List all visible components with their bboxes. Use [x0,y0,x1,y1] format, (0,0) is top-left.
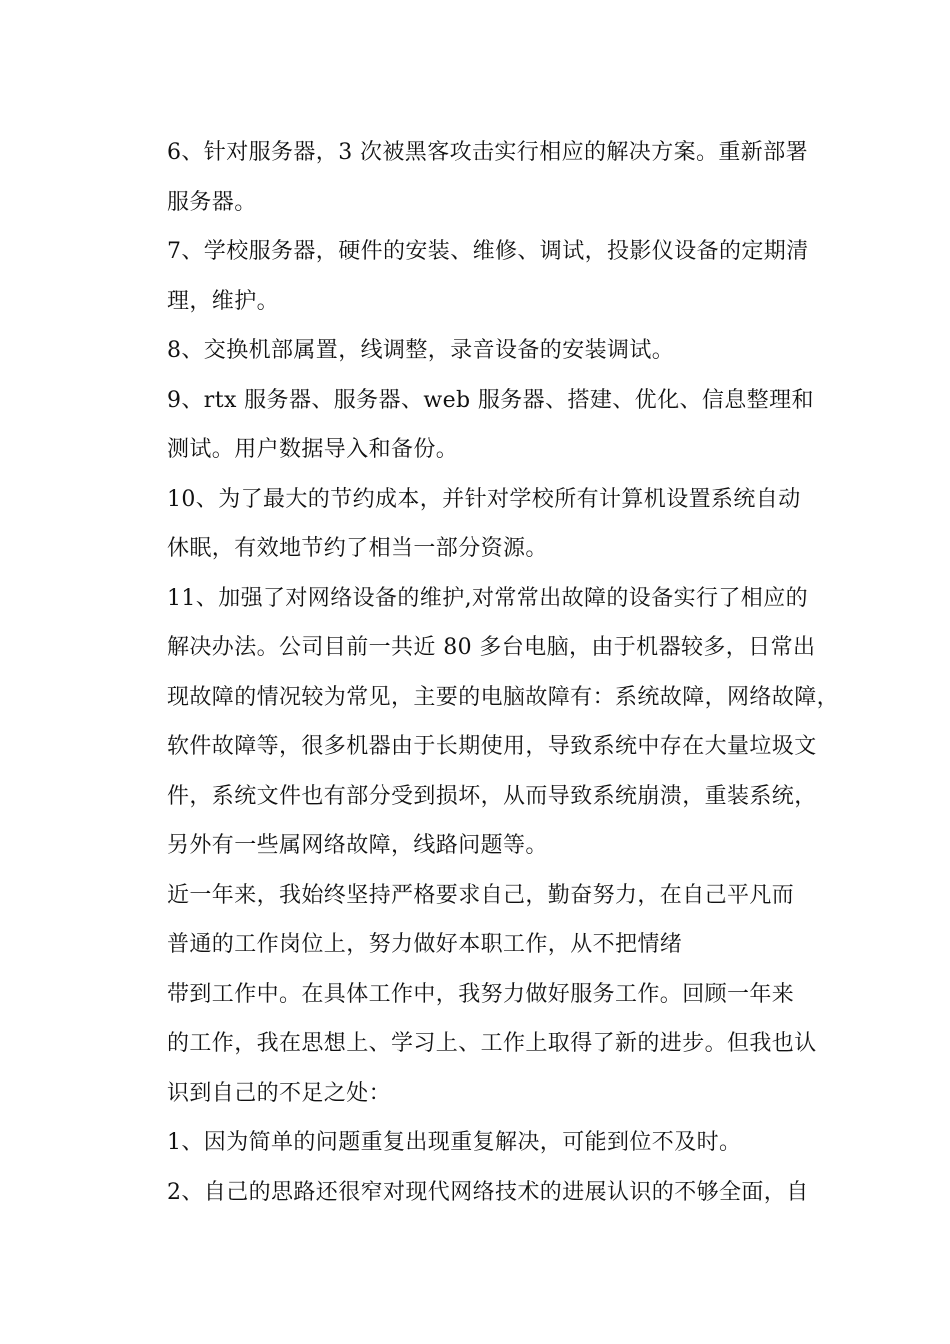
text-line: 现故障的情况较为常见，主要的电脑故障有：系统故障，网络故障， [167,684,840,710]
text-line: 10、为了最大的节约成本，并针对学校所有计算机设置系统自动 [167,486,801,512]
text-line: 件，系统文件也有部分受到损坏，从而导致系统崩溃，重装系统， [167,783,817,809]
text-line: 6、针对服务器，3 次被黑客攻击实行相应的解决方案。重新部署 [167,140,808,165]
text-line: 1、因为简单的问题重复出现重复解决，可能到位不及时。 [167,1130,742,1155]
paragraph-item-11 [143,574,840,871]
text-line: 另外有一些属网络故障，线路问题等。 [167,833,548,858]
text-line: 2、自己的思路还很窄对现代网络技术的进展认识的不够全面，自 [167,1179,809,1205]
document-body [143,128,840,1217]
text-line: 带到工作中。在具体工作中，我努力做好服务工作。回顾一年来 [167,981,795,1007]
text-line: 解决办法。公司目前一共近 80 多台电脑，由于机器较多，日常出 [167,635,816,660]
text-line: 近一年来，我始终坚持严格要求自己，勤奋努力，在自己平凡而 [167,882,795,908]
text-line: 9、rtx 服务器、服务器、web 服务器、搭建、优化、信息整理和 [167,387,814,413]
text-line: 普通的工作岗位上，努力做好本职工作，从不把情绪 [167,932,683,957]
paragraph-item-9 [143,376,833,475]
paragraph-item-6 [143,128,833,227]
text-line: 识到自己的不足之处： [167,1080,392,1106]
text-line: 7、学校服务器，硬件的安装、维修、调试，投影仪设备的定期清 [167,239,809,264]
paragraph-item-7 [143,227,833,326]
text-line: 服务器。 [167,189,257,215]
paragraph-item-10 [143,475,833,574]
text-line: 休眠，有效地节约了相当一部分资源。 [167,536,548,561]
text-line: 8、交换机部属置，线调整，录音设备的安装调试。 [167,338,675,363]
text-line: 测试。用户数据导入和备份。 [167,437,459,462]
text-line: 的工作，我在思想上、学习上、工作上取得了新的进步。但我也认 [167,1031,817,1056]
paragraph-shortcoming-1 [143,1118,833,1168]
paragraph-item-8 [143,326,833,376]
paragraph-summary-2 [143,970,833,1119]
text-line: 软件故障等，很多机器由于长期使用，导致系统中存在大量垃圾文 [167,734,817,759]
paragraph-summary-1 [143,871,833,970]
text-line: 理，维护。 [167,288,280,314]
text-line: 11、加强了对网络设备的维护,对常常出故障的设备实行了相应的 [167,585,808,611]
paragraph-shortcoming-2 [143,1168,833,1218]
